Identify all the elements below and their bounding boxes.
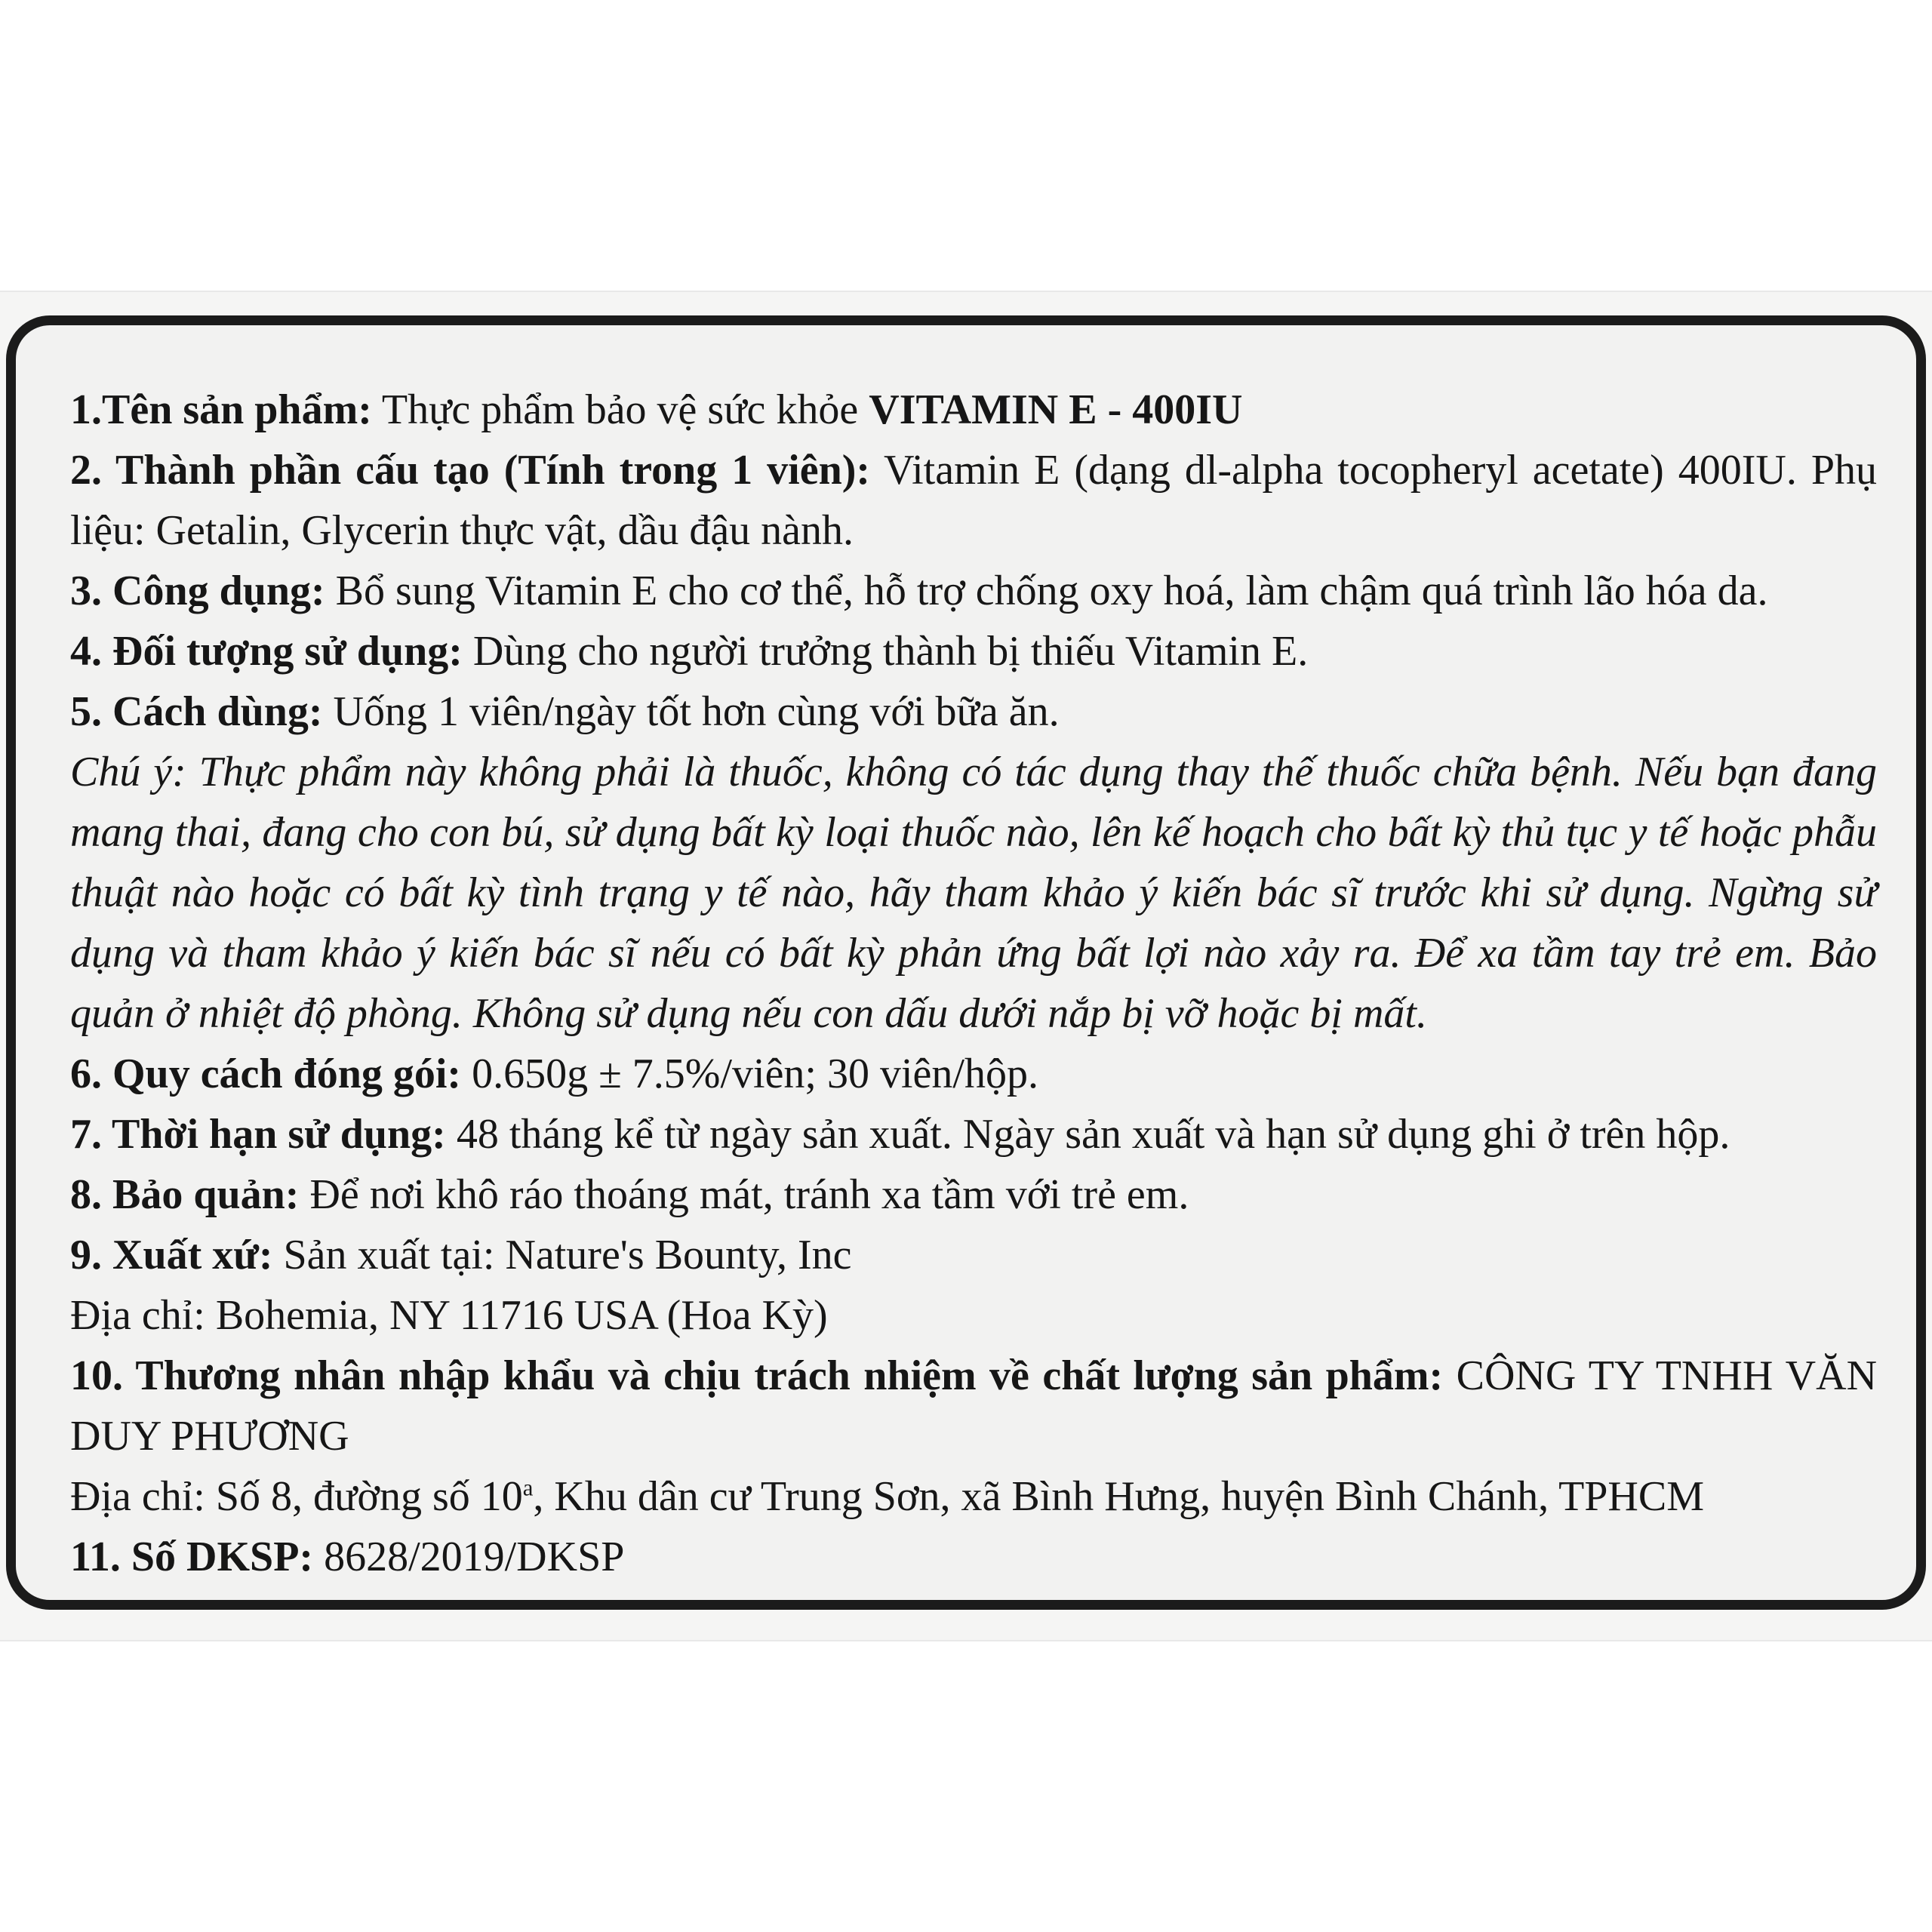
item1-text: Thực phẩm bảo vệ sức khỏe (381, 386, 859, 433)
ingredients-line (70, 440, 1877, 561)
item8-label: 8. Bảo quản: (70, 1171, 300, 1218)
item10-text: CÔNG TY TNHH VĂN DUY PHƯƠNG (70, 1352, 1878, 1460)
item9-label: 9. Xuất xứ: (70, 1232, 273, 1278)
item6-label: 6. Quy cách đóng gói: (70, 1051, 462, 1097)
item3-label: 3. Công dụng: (70, 568, 325, 614)
target-users-line (70, 621, 1877, 681)
note-text: Chú ý: Thực phẩm này không phải là thuốc, không có tác dụng thay thế thuốc chữa bệnh. Nếu bạn đang mang thai, đang cho con bú, sử dụng bất kỳ loại thuốc nào, lên kế hoạch cho bất kỳ thủ tục y tế hoặc phẫu thuật nào hoặc có bất kỳ tình trạng y tế nào, hãy tham khảo ý kiến bác sĩ trước khi sử dụng. Ngừng sử dụng và tham khảo ý kiến bác sĩ nếu có bất kỳ phản ứng bất lợi nào xảy ra. Để xa tầm tay trẻ em. Bảo quản ở nhiệt độ phòng. Không sử dụng nếu con dấu dưới nắp bị vỡ hoặc bị mất. (70, 749, 1877, 1037)
item4-text: Dùng cho người trưởng thành bị thiếu Vitamin E. (472, 628, 1309, 675)
importer-address-line (70, 1466, 1877, 1527)
label-content (70, 380, 1877, 1587)
item9-text: Sản xuất tại: Nature's Bounty, Inc (283, 1232, 852, 1278)
caution-note (70, 742, 1877, 1044)
storage-line (70, 1164, 1877, 1225)
packaging-line (70, 1044, 1877, 1104)
importer-line (70, 1346, 1877, 1466)
item10-address-suffix: , Khu dân cư Trung Sơn, xã Bình Hưng, huyện Bình Chánh, TPHCM (533, 1473, 1704, 1520)
uses-line (70, 561, 1877, 621)
item3-text: Bổ sung Vitamin E cho cơ thể, hỗ trợ chống oxy hoá, làm chậm quá trình lão hóa da. (335, 568, 1768, 614)
item8-text: Để nơi khô ráo thoáng mát, tránh xa tầm với trẻ em. (309, 1171, 1189, 1218)
item10-address-superscript: a (522, 1475, 534, 1501)
product-name: VITAMIN E - 400IU (869, 386, 1243, 433)
item9-address: Địa chỉ: Bohemia, NY 11716 USA (Hoa Kỳ) (70, 1292, 828, 1339)
item2-text: Vitamin E (dạng dl-alpha tocopheryl acetate) 400IU. Phụ liệu: Getalin, Glycerin thực vật, dầu đậu nành. (70, 447, 1877, 554)
registration-number-line (70, 1527, 1877, 1587)
item7-text: 48 tháng kể từ ngày sản xuất. Ngày sản xuất và hạn sử dụng ghi ở trên hộp. (456, 1111, 1730, 1158)
item6-text: 0.650g ± 7.5%/viên; 30 viên/hộp. (472, 1051, 1038, 1097)
product-name-line (70, 380, 1877, 440)
item10-address-prefix: Địa chỉ: Số 8, đường số 10 (70, 1473, 523, 1520)
usage-line (70, 681, 1877, 742)
item2-label: 2. Thành phần cấu tạo (Tính trong 1 viên): (70, 447, 871, 494)
item5-label: 5. Cách dùng: (70, 688, 323, 735)
item7-label: 7. Thời hạn sử dụng: (70, 1111, 446, 1158)
item4-label: 4. Đối tượng sử dụng: (70, 628, 463, 675)
item11-label: 11. Số DKSP: (70, 1534, 314, 1580)
shelf-life-line (70, 1104, 1877, 1164)
label-background-band (0, 291, 1932, 1641)
item11-text: 8628/2019/DKSP (324, 1534, 625, 1580)
item10-label: 10. Thương nhân nhập khẩu và chịu trách nhiệm về chất lượng sản phẩm: (70, 1352, 1444, 1399)
origin-line (70, 1225, 1877, 1285)
item1-label: 1.Tên sản phẩm: (70, 386, 372, 433)
manufacturer-address-line (70, 1285, 1877, 1346)
product-label-box (6, 315, 1926, 1610)
item5-text: Uống 1 viên/ngày tốt hơn cùng với bữa ăn. (333, 688, 1060, 735)
